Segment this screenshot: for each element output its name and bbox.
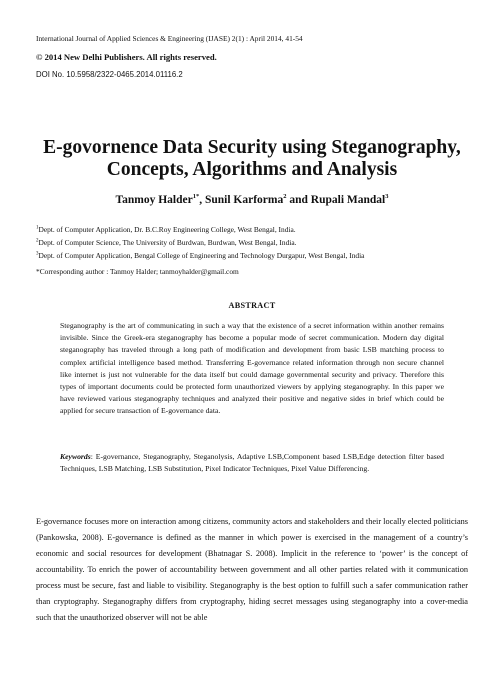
intro-paragraph: E-governance focuses more on interaction among citizens, community actors and stakeholders and their locally elected politicians (Pankowska, 2008). E-governance is defined as the manner in which power is exercised in the management of a country’s economic and social resources for development (Bhatnagar S. 2008). Implicit in the reference to ‘power’ is the concept of accountability. To enrich the power of accountability between government and all other parties related with it communication process must be secure, fast and liable to visibility. Steganography is the best option to fulfill such a safer communication rather than cryptography. Steganography differs from cryptography, hiding secret messages using steganography into a cover-media such that the unauthorized observer will not be able bbox=[36, 517, 468, 622]
author-superscript: 2 bbox=[283, 193, 287, 200]
title-line-2: Concepts, Algorithms and Analysis bbox=[106, 159, 398, 180]
author-name: Rupali Mandal bbox=[310, 193, 386, 206]
affiliation bbox=[36, 225, 296, 234]
affiliation-text: Dept. of Computer Application, Dr. B.C.Roy Engineering College, West Bengal, India. bbox=[38, 225, 296, 234]
abstract-text: Steganography is the art of communicating in such a way that the existence of a secret information within another remains invisible. Since the Greek-era steganography has become a popular mode of secret communication. Modern day digital steganography has traveled through a long path of modification and development from basic LSB matching process to complex artificial intelligence based method. Transferring E-governance related information through non secure channel like internet is just not vulnerable for the data itself but could damage governmental security and privacy. Therefore this types of important documents could be protected form unauthorized viewers by applying steganography. In this paper we have reviewed various steganography techniques and analyzed their positive and negative sides in brief which could be applied for secure transaction of E-governance data. bbox=[60, 321, 444, 416]
author-name: Tanmoy Halder bbox=[115, 193, 193, 206]
author-name: Sunil Karforma bbox=[204, 193, 284, 206]
author-separator: and bbox=[286, 193, 311, 206]
affiliation-marker: 1 bbox=[36, 225, 39, 231]
affiliation-text: Dept. of Computer Application, Bengal College of Engineering and Technology Durgapur, West Bengal, India bbox=[38, 251, 365, 260]
title-line-1: E-govornence Data Security using Steganography, bbox=[43, 137, 461, 158]
author-separator: , bbox=[199, 193, 205, 206]
author-superscript: 1* bbox=[192, 193, 200, 200]
affiliation-marker: 2 bbox=[36, 238, 39, 244]
keywords-label: Keywords bbox=[60, 452, 91, 461]
affiliation-text: Dept. of Computer Science, The University of Burdwan, Burdwan, West Bengal, India. bbox=[38, 238, 297, 247]
copyright-notice: © 2014 New Delhi Publishers. All rights reserved. bbox=[36, 52, 217, 62]
affiliation bbox=[36, 251, 364, 260]
corresponding-author: *Corresponding author : Tanmoy Halder; tanmoyhalder@gmail.com bbox=[36, 267, 239, 276]
author-superscript: 3 bbox=[385, 193, 389, 200]
keywords bbox=[60, 451, 444, 475]
keywords-text: : E-governance, Steganography, Steganolysis, Adaptive LSB,Component based LSB,Edge detection filter based Techniques, LSB Matching, LSB Substitution, Pixel Indicator Techniques, Pixel Value Differencing. bbox=[60, 452, 444, 474]
affiliation bbox=[36, 238, 296, 247]
doi-line: DOI No. 10.5958/2322-0465.2014.01116.2 bbox=[36, 70, 183, 79]
journal-citation: International Journal of Applied Sciences & Engineering (IJASE) 2(1) : April 2014, 41-54 bbox=[36, 34, 303, 43]
author-list bbox=[20, 193, 484, 206]
paper-title bbox=[20, 137, 484, 181]
affiliation-marker: 3 bbox=[36, 251, 39, 257]
abstract-heading: ABSTRACT bbox=[228, 301, 276, 310]
